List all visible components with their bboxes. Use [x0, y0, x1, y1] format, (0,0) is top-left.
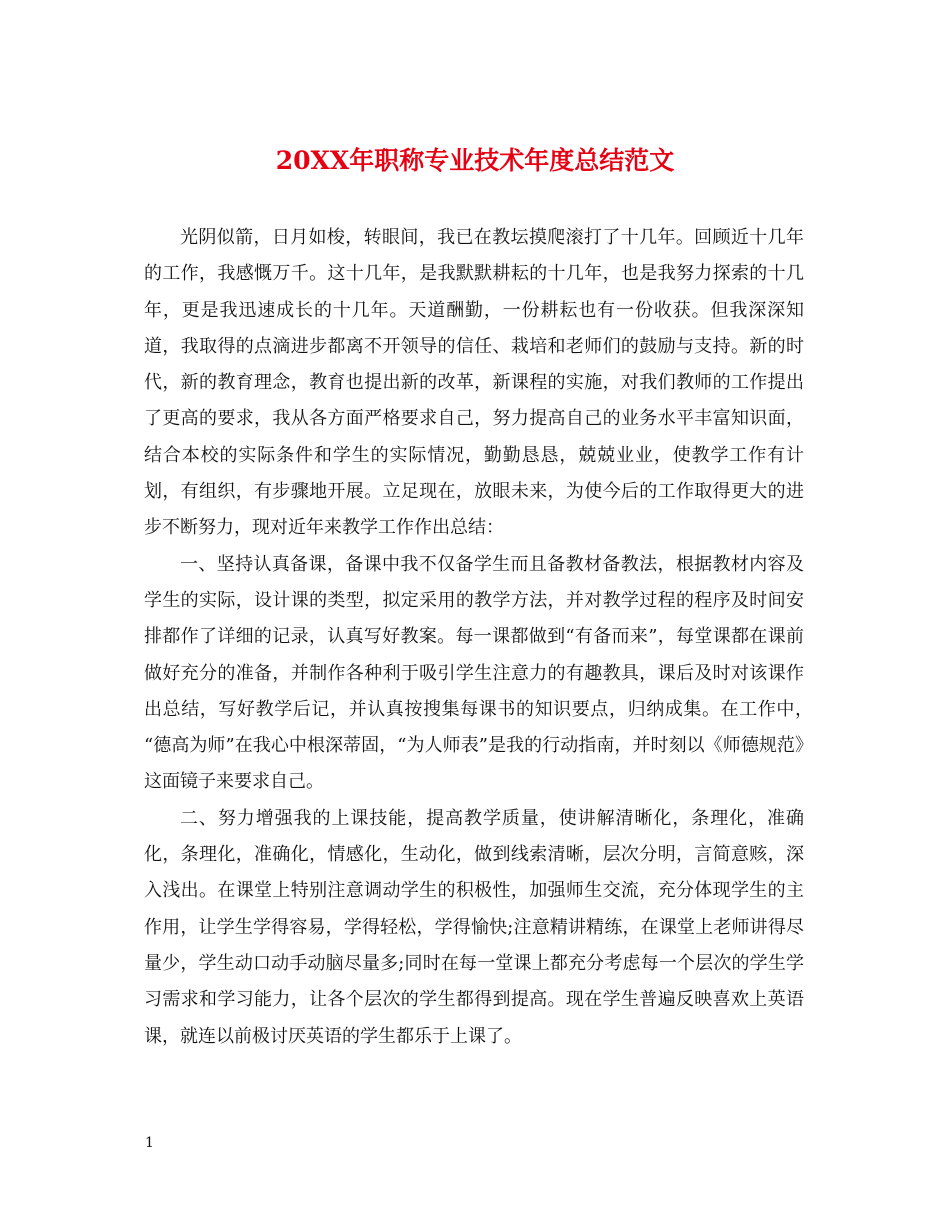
- document-body: [144, 220, 822, 1055]
- document-title: 20XX年职称专业技术年度总结范文: [275, 146, 675, 175]
- paragraph-introduction: 光阴似箭，日月如梭，转眼间，我已在教坛摸爬滚打了十几年。回顾近十几年的工作，我感慨万千。这十几年，是我默默耕耘的十几年，也是我努力探索的十几年，更是我迅速成长的十几年。天道酬勤，一份耕耘也有一份收获。但我深深知道，我取得的点滴进步都离不开领导的信任、栽培和老师们的鼓励与支持。新的时代，新的教育理念，教育也提出新的改革，新课程的实施，对我们教师的工作提出了更高的要求，我从各方面严格要求自己，努力提高自己的业务水平丰富知识面，结合本校的实际条件和学生的实际情况，勤勤恳恳，兢兢业业，使教学工作有计划，有组织，有步骤地开展。立足现在，放眼未来，为使今后的工作取得更大的进步不断努力，现对近年来教学工作作出总结：: [144, 227, 804, 539]
- paragraph-teaching-skills: 二、努力增强我的上课技能，提高教学质量，使讲解清晰化，条理化，准确化，条理化，准确化，情感化，生动化，做到线索清晰，层次分明，言简意赅，深入浅出。在课堂上特别注意调动学生的积极性，加强师生交流，充分体现学生的主作用，让学生学得容易，学得轻松，学得愉快;注意精讲精练，在课堂上老师讲得尽量少，学生动口动手动脑尽量多;同时在每一堂课上都充分考虑每一个层次的学生学习需求和学习能力，让各个层次的学生都得到提高。现在学生普遍反映喜欢上英语课，就连以前极讨厌英语的学生都乐于上课了。: [144, 807, 804, 1047]
- paragraph-lesson-preparation: 一、坚持认真备课，备课中我不仅备学生而且备教材备教法，根据教材内容及学生的实际，设计课的类型，拟定采用的教学方法，并对教学过程的程序及时间安排都作了详细的记录，认真写好教案。每一课都做到“有备而来”，每堂课都在课前做好充分的准备，并制作各种利于吸引学生注意力的有趣教具，课后及时对该课作出总结，写好教学后记，并认真按搜集每课书的知识要点，归纳成集。在工作中， “德高为师”在我心中根深蒂固，“为人师表”是我的行动指南，并时刻以《师德规范》这面镜子来要求自己。: [144, 553, 822, 793]
- page-number: 1: [145, 1135, 154, 1151]
